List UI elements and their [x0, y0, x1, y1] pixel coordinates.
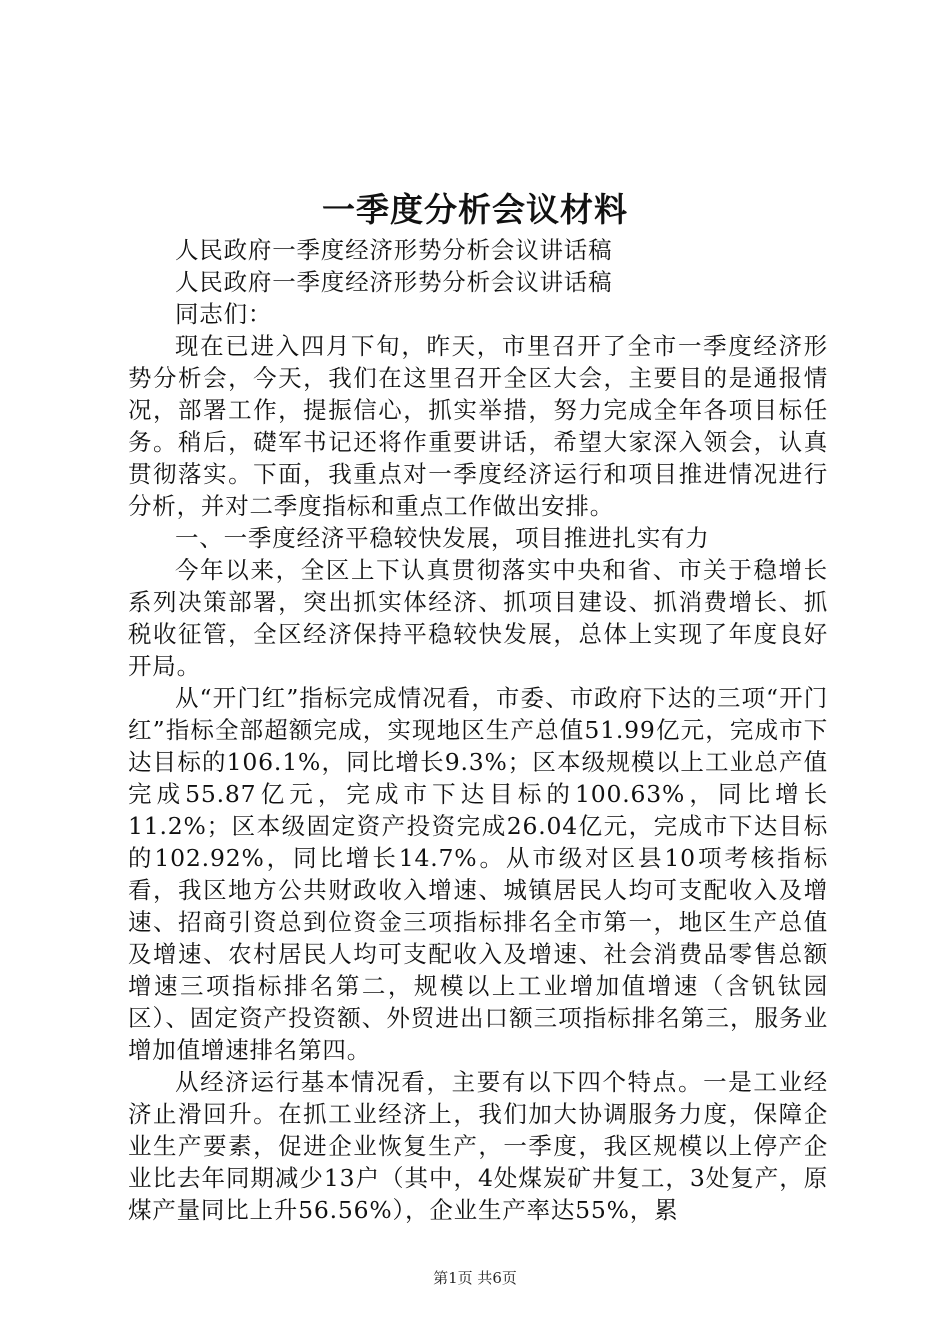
section-heading-1: 一、一季度经济平稳较快发展，项目推进扎实有力	[175, 524, 710, 552]
paragraph-subtitle-2: 人民政府一季度经济形势分析会议讲话稿	[175, 268, 613, 296]
paragraph-characteristics: 从经济运行基本情况看，主要有以下四个特点。一是工业经济止滑回升。在抓工业经济上，我们加大协调服务力度，保障企业生产要素，促进企业恢复生产，一季度，我区规模以上停产企业比去年同期减少13户（其中，4处煤炭矿井复工，3处复产，原煤产量同比上升56.56%），企业生产率达55%，累	[128, 1068, 828, 1224]
paragraph-indicators: 从“开门红”指标完成情况看，市委、市政府下达的三项“开门红”指标全部超额完成，实现地区生产总值51.99亿元，完成市下达目标的106.1%，同比增长9.3%；区本级规模以上工业总产值完成55.87亿元，完成市下达目标的100.63%，同比增长11.2%；区本级固定资产投资完成26.04亿元，完成市下达目标的102.92%，同比增长14.7%。从市级对区县10项考核指标看，我区地方公共财政收入增速、城镇居民人均可支配收入及增速、招商引资总到位资金三项指标排名全市第一，地区生产总值及增速、农村居民人均可支配收入及增速、社会消费品零售总额增速三项指标排名第二，规模以上工业增加值增速（含钒钛园区）、固定资产投资额、外贸进出口额三项指标排名第三，服务业增加值增速排名第四。	[128, 684, 828, 1064]
paragraph-intro: 现在已进入四月下旬，昨天，市里召开了全市一季度经济形势分析会，今天，我们在这里召开全区大会，主要目的是通报情况，部署工作，提振信心，抓实举措，努力完成全年各项目标任务。稍后，礎军书记还将作重要讲话，希望大家深入领会，认真贯彻落实。下面，我重点对一季度经济运行和项目推进情况进行分析，并对二季度指标和重点工作做出安排。	[128, 332, 828, 520]
page-number-footer: 第1页 共6页	[433, 1269, 517, 1287]
document-body	[128, 234, 828, 1226]
document-title: 一季度分析会议材料	[322, 190, 628, 229]
paragraph-salutation: 同志们：	[175, 300, 273, 328]
paragraph-overview: 今年以来，全区上下认真贯彻落实中央和省、市关于稳增长系列决策部署，突出抓实体经济、抓项目建设、抓消费增长、抓税收征管，全区经济保持平稳较快发展，总体上实现了年度良好开局。	[128, 556, 828, 680]
paragraph-subtitle-1: 人民政府一季度经济形势分析会议讲话稿	[175, 236, 613, 264]
